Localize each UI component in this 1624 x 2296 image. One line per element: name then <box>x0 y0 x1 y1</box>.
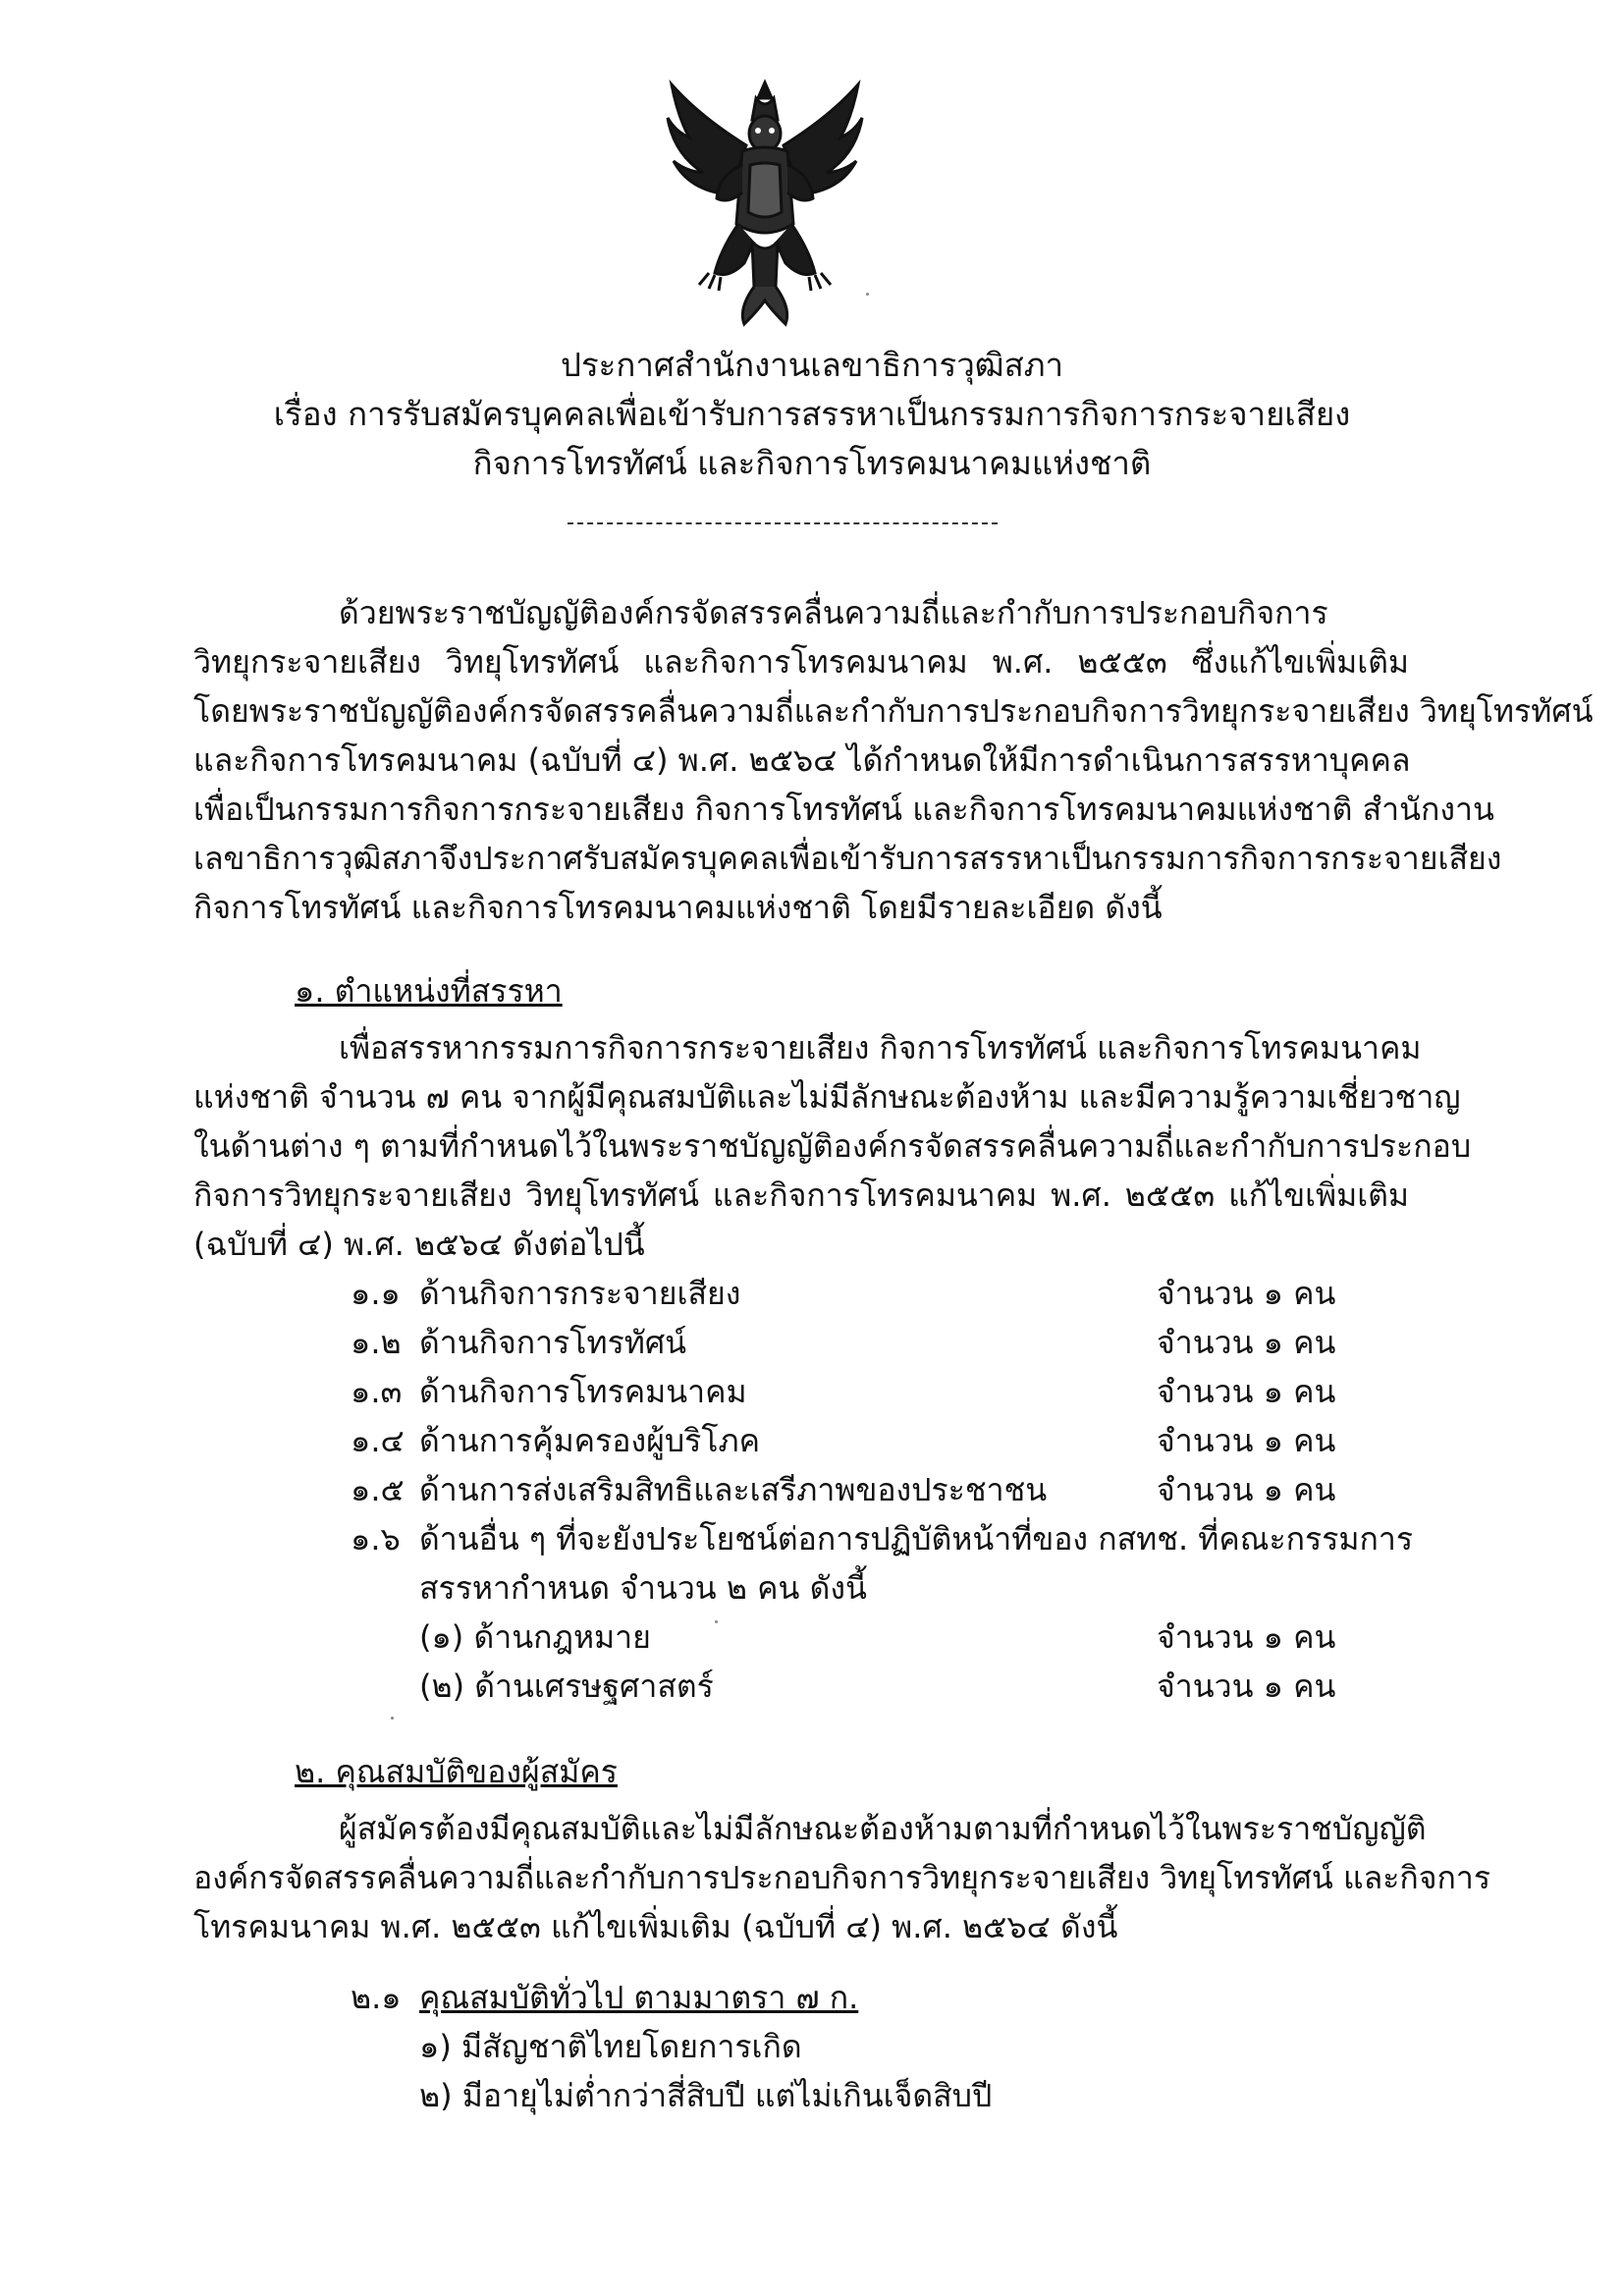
intro-line: กิจการโทรทัศน์ และกิจการโทรคมนาคมแห่งชาติ โดยมีรายละเอียด ดังนี้ <box>193 889 1163 926</box>
item-number: ๑.๒ <box>351 1324 402 1361</box>
position-item <box>351 1368 747 1415</box>
intro-line: เลขาธิการวุฒิสภาจึงประกาศรับสมัครบุคคลเพื่อเข้ารับการสรรหาเป็นกรรมการกิจการกระจายเสียง <box>193 840 1502 877</box>
section-2-heading: ๒. คุณสมบัติของผู้สมัคร <box>295 1753 618 1790</box>
position-item <box>351 1466 1047 1513</box>
intro-line: และกิจการโทรคมนาคม (ฉบับที่ ๔) พ.ศ. ๒๕๖๔ ได้กำหนดให้มีการดำเนินการสรรหาบุคคล <box>193 741 1411 779</box>
item-number: ๑.๓ <box>351 1373 403 1410</box>
intro-line: เพื่อเป็นกรรมการกิจการกระจายเสียง กิจการโทรทัศน์ และกิจการโทรคมนาคมแห่งชาติ สำนักงาน <box>193 791 1494 828</box>
item-count: จำนวน ๑ คน <box>1157 1667 1336 1705</box>
item-label: ด้านกิจการโทรทัศน์ <box>419 1324 687 1361</box>
section-2-line: องค์กรจัดสรรคลื่นความถี่และกำกับการประกอบกิจการวิทยุกระจายเสียง วิทยุโทรทัศน์ และกิจการ <box>193 1859 1491 1896</box>
item-number: ๑.๕ <box>351 1471 405 1508</box>
title-divider <box>568 522 998 524</box>
item-label: ด้านการส่งเสริมสิทธิและเสรีภาพของประชาชน <box>419 1471 1048 1508</box>
qualification-item: ๒) มีอายุไม่ต่ำกว่าสี่สิบปี แต่ไม่เกินเจ็ดสิบปี <box>419 2077 993 2114</box>
item-count: จำนวน ๑ คน <box>1157 1324 1336 1361</box>
subsection-title: คุณสมบัติทั่วไป ตามมาตรา ๗ ก. <box>419 1979 859 2016</box>
item-count: จำนวน ๑ คน <box>1157 1471 1336 1508</box>
position-item <box>351 1270 740 1317</box>
item-number: ๒.๑ <box>351 1979 402 2016</box>
scan-speck <box>866 293 869 296</box>
item-number: ๑.๔ <box>351 1422 405 1459</box>
section-1-heading: ๑. ตำแหน่งที่สรรหา <box>295 972 563 1010</box>
item-count: จำนวน ๑ คน <box>1157 1618 1336 1656</box>
subsection-heading <box>351 1974 858 2021</box>
position-item <box>351 1417 760 1464</box>
qualification-item: ๑) มีสัญชาติไทยโดยการเกิด <box>419 2028 802 2065</box>
sub-item-label: (๒) ด้านเศรษฐศาสตร์ <box>419 1667 714 1705</box>
position-item <box>351 1319 686 1366</box>
item-count: จำนวน ๑ คน <box>1157 1373 1336 1410</box>
item-label: ด้านกิจการกระจายเสียง <box>419 1275 741 1312</box>
item-count: จำนวน ๑ คน <box>1157 1422 1336 1459</box>
section-2-line: ผู้สมัครต้องมีคุณสมบัติและไม่มีลักษณะต้องห้ามตามที่กำหนดไว้ในพระราชบัญญัติ <box>339 1810 1427 1847</box>
section-2-line: โทรคมนาคม พ.ศ. ๒๕๕๓ แก้ไขเพิ่มเติม (ฉบับที่ ๔) พ.ศ. ๒๕๖๔ ดังนี้ <box>193 1908 1118 1945</box>
scan-speck <box>715 1620 718 1623</box>
item-label: ด้านอื่น ๆ ที่จะยังประโยชน์ต่อการปฏิบัติหน้าที่ของ กสทช. ที่คณะกรรมการ <box>419 1520 1414 1558</box>
item-continuation: สรรหากำหนด จำนวน ๒ คน ดังนี้ <box>419 1569 867 1607</box>
garuda-emblem <box>660 77 870 330</box>
item-number: ๑.๖ <box>351 1520 401 1558</box>
item-count: จำนวน ๑ คน <box>1157 1275 1336 1312</box>
intro-line: โดยพระราชบัญญัติองค์กรจัดสรรคลื่นความถี่และกำกับการประกอบกิจการวิทยุกระจายเสียง วิทยุโทรทัศน์ <box>193 692 1594 730</box>
position-item-other <box>351 1515 1413 1562</box>
section-1-line: แห่งชาติ จำนวน ๗ คน จากผู้มีคุณสมบัติและไม่มีลักษณะต้องห้าม และมีความรู้ความเชี่ยวชาญ <box>193 1078 1461 1116</box>
title-line-2: เรื่อง การรับสมัครบุคคลเพื่อเข้ารับการสรรหาเป็นกรรมการกิจการกระจายเสียง <box>273 395 1351 433</box>
section-1-line: (ฉบับที่ ๔) พ.ศ. ๒๕๖๔ ดังต่อไปนี้ <box>193 1226 645 1263</box>
title-line-3: กิจการโทรทัศน์ และกิจการโทรคมนาคมแห่งชาติ <box>472 444 1152 482</box>
item-label: ด้านกิจการโทรคมนาคม <box>419 1373 747 1410</box>
intro-line: ด้วยพระราชบัญญัติองค์กรจัดสรรคลื่นความถี่และกำกับการประกอบกิจการ <box>339 594 1328 631</box>
title-line-1: ประกาศสำนักงานเลขาธิการวุฒิสภา <box>561 346 1063 384</box>
section-1-line: ในด้านต่าง ๆ ตามที่กำหนดไว้ในพระราชบัญญัติองค์กรจัดสรรคลื่นความถี่และกำกับการประกอบ <box>193 1127 1472 1165</box>
section-1-line: เพื่อสรรหากรรมการกิจการกระจายเสียง กิจการโทรทัศน์ และกิจการโทรคมนาคม <box>339 1029 1422 1066</box>
scan-speck <box>391 1717 394 1720</box>
section-1-line: กิจการวิทยุกระจายเสียง วิทยุโทรทัศน์ และกิจการโทรคมนาคม พ.ศ. ๒๕๕๓ แก้ไขเพิ่มเติม <box>193 1176 1409 1214</box>
item-number: ๑.๑ <box>351 1275 401 1312</box>
intro-line: วิทยุกระจายเสียง วิทยุโทรทัศน์ และกิจการโทรคมนาคม พ.ศ. ๒๕๕๓ ซึ่งแก้ไขเพิ่มเติม <box>193 643 1409 681</box>
sub-item-label: (๑) ด้านกฎหมาย <box>419 1618 651 1656</box>
item-label: ด้านการคุ้มครองผู้บริโภค <box>419 1422 761 1459</box>
